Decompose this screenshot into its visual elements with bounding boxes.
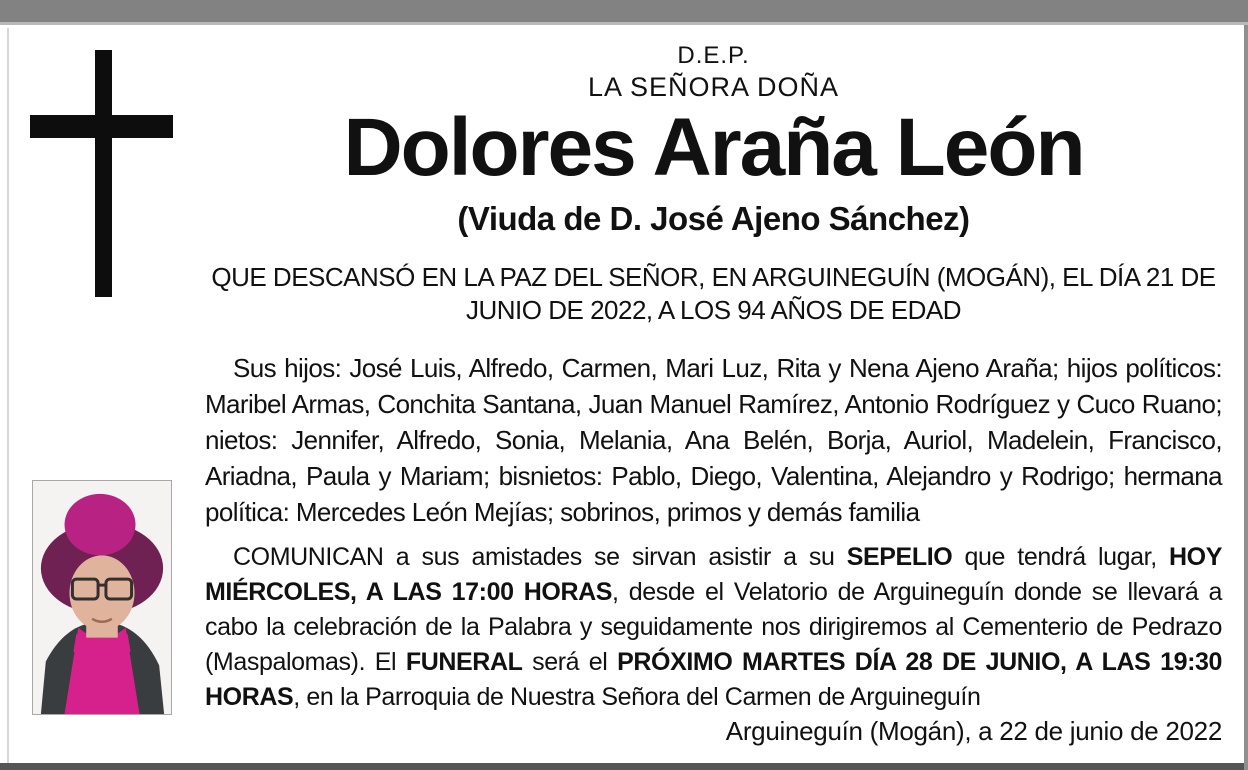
hat-crown-shape — [65, 494, 136, 555]
portrait-illustration — [33, 481, 171, 714]
death-statement: QUE DESCANSÓ EN LA PAZ DEL SEÑOR, EN ARGUINEGUÍN (MOGÁN), EL DÍA 21 DE JUNIO DE 2022, A LOS 94 AÑOS DE EDAD — [211, 262, 1216, 325]
face-shape — [69, 555, 134, 630]
portrait-photo — [32, 480, 172, 715]
bottom-border — [0, 763, 1248, 770]
mourning-cross-icon — [30, 115, 173, 138]
family-paragraph: Sus hijos: José Luis, Alfredo, Carmen, Mari Luz, Rita y Nena Ajeno Araña; hijos políticos: Maribel Armas, Conchita Santana, Juan Manuel Ramírez, Antonio Rodríguez y Cuco Ruano; nietos: Jennifer, Alfredo, Sonia, Melania, Ana Belén, Borja, Auriol, Madelein, Francisco, Ariadna, Paula y Mariam; bisnietos: Pablo, Diego, Valentina, Alejandro y Rodrigo; hermana política: Mercedes León Mejías; sobrinos, primos y demás familia — [205, 353, 1222, 527]
announcement-paragraph: COMUNICAN a sus amistades se sirvan asistir a su SEPELIO que tendrá lugar, HOY MIÉRCOLES, A LAS 17:00 HORAS, desde el Velatorio de Arguineguín donde se llevará a cabo la celebración de la Palabra y seguidamente nos dirigiremos al Cementerio de Pedrazo (Maspalomas). El FUNERAL será el PRÓXIMO MARTES DÍA 28 DE JUNIO, A LAS 19:30 HORAS, en la Parroquia de Nuestra Señora del Carmen de Arguineguín — [205, 543, 1223, 711]
mourning-cross-icon — [95, 50, 112, 297]
honorific-heading: LA SEÑORA DOÑA — [587, 72, 840, 102]
dateline: Arguineguín (Mogán), a 22 de junio de 2022 — [725, 716, 1222, 746]
right-border — [1244, 25, 1248, 770]
dep-heading: D.E.P. — [677, 42, 750, 69]
relationship-line: (Viuda de D. José Ajeno Sánchez) — [457, 200, 970, 237]
deceased-name: Dolores Araña León — [343, 102, 1084, 193]
left-border — [7, 28, 9, 763]
top-border — [0, 0, 1248, 25]
